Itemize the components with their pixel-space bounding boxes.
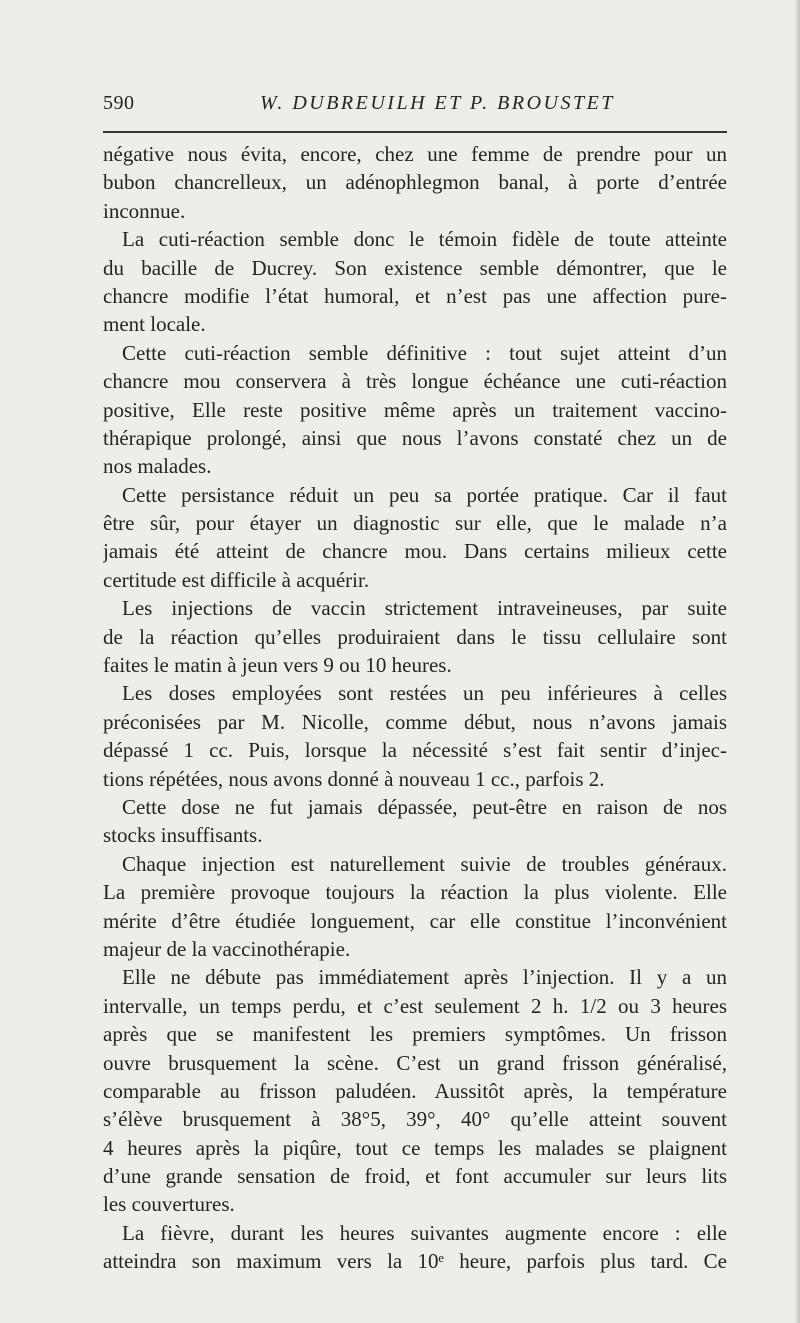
text-line: 4 heures après la piqûre, tout ce temps les malades se plaignent (103, 1135, 727, 1160)
text-line: Cette persistance réduit un peu sa portée pratique. Car il faut (122, 482, 727, 507)
page-header (103, 92, 727, 122)
text-line: jamais été atteint de chancre mou. Dans certains milieux cette (103, 539, 727, 564)
text-line: négative nous évita, encore, chez une femme de prendre pour un (103, 142, 727, 166)
text-line: s’élève brusquement à 38°5, 39°, 40° qu’elle atteint souvent (103, 1107, 727, 1132)
page-number: 590 (103, 92, 135, 114)
text-line: préconisées par M. Nicolle, comme début, nous n’avons jamais (103, 709, 727, 734)
text-line: stocks insuffisants. (103, 823, 263, 848)
text-line: Cette cuti-réaction semble définitive : tout sujet atteint d’un (122, 340, 727, 365)
text-line: faites le matin à jeun vers 9 ou 10 heures. (103, 653, 452, 678)
text-line: de la réaction qu’elles produiraient dans le tissu cellulaire sont (103, 624, 727, 649)
text-line: les couvertures. (103, 1192, 235, 1217)
text-line: Les doses employées sont restées un peu inférieures à celles (122, 681, 727, 706)
text-line: intervalle, un temps perdu, et c’est seulement 2 h. 1/2 ou 3 heures (103, 993, 727, 1018)
text-line: tions répétées, nous avons donné à nouveau 1 cc., parfois 2. (103, 766, 605, 791)
text-line: être sûr, pour étayer un diagnostic sur elle, que le malade n’a (103, 511, 727, 536)
text-line: bubon chancrelleux, un adénophlegmon banal, à porte d’entrée (103, 170, 727, 195)
text-line: chancre modifie l’état humoral, et n’est pas une affection pure- (103, 283, 727, 308)
running-head: W. DUBREUILH ET P. BROUSTET (260, 92, 615, 114)
text-line: La cuti-réaction semble donc le témoin fidèle de toute atteinte (122, 227, 727, 252)
text-line: nos malades. (103, 454, 212, 479)
body-text (103, 140, 727, 1276)
text-line: mérite d’être étudiée longuement, car elle constitue l’inconvénient (103, 908, 727, 933)
text-line: majeur de la vaccinothérapie. (103, 936, 351, 961)
text-line: Cette dose ne fut jamais dépassée, peut-être en raison de nos (122, 794, 727, 819)
header-rule (103, 131, 727, 133)
text-line: thérapique prolongé, ainsi que nous l’avons constaté chez un de (103, 425, 727, 450)
text-line: ouvre brusquement la scène. C’est un grand frisson généralisé, (103, 1050, 727, 1075)
text-line: Chaque injection est naturellement suivie de troubles généraux. (122, 851, 727, 876)
text-line: Elle ne débute pas immédiatement après l’injection. Il y a un (122, 965, 727, 990)
text-line: chancre mou conservera à très longue échéance une cuti-réaction (103, 369, 727, 394)
text-line: inconnue. (103, 198, 186, 223)
text-line: du bacille de Ducrey. Son existence semble démontrer, que le (103, 255, 727, 280)
page-edge-shadow (794, 0, 800, 1323)
text-line: positive, Elle reste positive même après un traitement vaccino- (103, 397, 727, 422)
text-line: comparable au frisson paludéen. Aussitôt après, la température (103, 1078, 727, 1103)
text-line: Les injections de vaccin strictement intraveineuses, par suite (122, 596, 727, 621)
text-line: ment locale. (103, 312, 206, 337)
text-line: La fièvre, durant les heures suivantes augmente encore : elle (122, 1220, 727, 1245)
text-line: certitude est difficile à acquérir. (103, 567, 370, 592)
text-line: atteindra son maximum vers la 10ᵉ heure, parfois plus tard. Ce (103, 1249, 727, 1274)
text-line: La première provoque toujours la réaction la plus violente. Elle (103, 880, 727, 905)
text-line: d’une grande sensation de froid, et font accumuler sur leurs lits (103, 1164, 727, 1189)
text-line: dépassé 1 cc. Puis, lorsque la nécessité s’est fait sentir d’injec- (103, 738, 727, 763)
text-line: après que se manifestent les premiers symptômes. Un frisson (103, 1022, 727, 1047)
